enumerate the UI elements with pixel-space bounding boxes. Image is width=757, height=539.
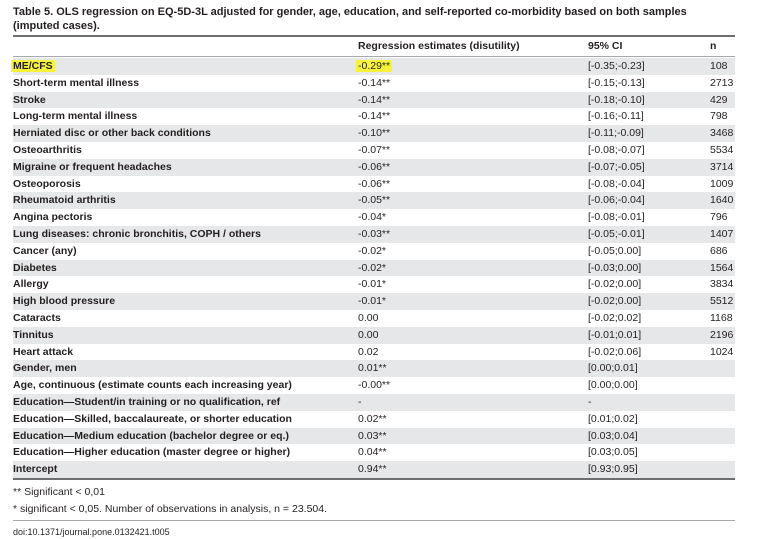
table-row — [13, 58, 735, 75]
table-row — [13, 142, 735, 159]
row-ci: [-0.05;-0.01] — [588, 227, 645, 240]
row-label: Allergy — [13, 278, 49, 291]
row-ci: [-0.18;-0.10] — [588, 93, 645, 106]
row-n: 5512 — [710, 295, 734, 308]
row-estimate: 0.02 — [358, 345, 379, 358]
doi-rule — [13, 520, 735, 521]
row-ci: [-0.06;-0.04] — [588, 194, 645, 207]
row-ci: [-0.01;0.01] — [588, 328, 642, 341]
row-label: Age, continuous (estimate counts each increasing year) — [13, 379, 292, 392]
row-n: 796 — [710, 211, 728, 224]
row-ci: [-0.05;0.00] — [588, 244, 642, 257]
table-row — [13, 428, 735, 445]
table-row — [13, 360, 735, 377]
table-row — [13, 260, 735, 277]
row-estimate: -0.10** — [358, 127, 391, 140]
row-label: Stroke — [13, 93, 46, 106]
row-label: Tinnitus — [13, 328, 54, 341]
bottom-rule — [13, 478, 735, 480]
row-label: Long-term mental illness — [13, 110, 138, 123]
row-label: Osteoporosis — [13, 177, 81, 190]
row-estimate: -0.04* — [358, 211, 387, 224]
table-row — [13, 461, 735, 478]
top-rule — [13, 35, 735, 37]
row-estimate: -0.01* — [358, 278, 387, 291]
row-n: 3468 — [710, 127, 734, 140]
row-ci: [0.01;0.02] — [588, 412, 638, 425]
row-n: 3834 — [710, 278, 734, 291]
row-label: Short-term mental illness — [13, 76, 140, 89]
row-estimate: -0.07** — [358, 143, 391, 156]
row-label: Education—Higher education (master degree or higher) — [13, 446, 291, 459]
row-ci: [-0.07;-0.05] — [588, 160, 645, 173]
row-ci: [-0.02;0.02] — [588, 311, 642, 324]
footnote-significant-001: ** Significant < 0,01 — [13, 486, 105, 498]
row-n: 429 — [710, 93, 728, 106]
table-row — [13, 377, 735, 394]
row-label: Migraine or frequent headaches — [13, 160, 172, 173]
header-estimate: Regression estimates (disutility) — [358, 40, 520, 52]
row-estimate — [358, 58, 392, 75]
row-ci: [0.00;0.00] — [588, 379, 638, 392]
table-row — [13, 344, 735, 361]
table-row — [13, 243, 735, 260]
row-label: Education—Medium education (bachelor degree or eq.) — [13, 429, 289, 442]
doi-text: doi:10.1371/journal.pone.0132421.t005 — [13, 527, 170, 537]
table-row — [13, 159, 735, 176]
row-label: Osteoarthritis — [13, 143, 82, 156]
row-ci: [-0.08;-0.04] — [588, 177, 645, 190]
row-label: Cataracts — [13, 311, 61, 324]
row-label: Diabetes — [13, 261, 57, 274]
row-label: Lung diseases: chronic bronchitis, COPH / others — [13, 227, 261, 240]
row-n: 1168 — [710, 311, 733, 324]
row-ci: [-0.11;-0.09] — [588, 127, 644, 140]
table-row — [13, 209, 735, 226]
table-row — [13, 444, 735, 461]
header-ci: 95% CI — [588, 40, 623, 52]
table-caption: Table 5. OLS regression on EQ-5D-3L adjusted for gender, age, education, and self-reported co-morbidity based on both samples (imputed cases). — [13, 6, 687, 32]
row-label: Rheumatoid arthritis — [13, 194, 116, 207]
row-ci: [0.03;0.04] — [588, 429, 638, 442]
row-estimate: 0.01** — [358, 362, 387, 375]
row-estimate: 0.02** — [358, 412, 387, 425]
row-ci: [-0.15;-0.13] — [588, 76, 645, 89]
row-label: Heart attack — [13, 345, 74, 358]
row-estimate: 0.94** — [358, 463, 387, 476]
row-label: Herniated disc or other back conditions — [13, 127, 211, 140]
row-label: Cancer (any) — [13, 244, 77, 257]
table-row — [13, 108, 735, 125]
row-n: 1009 — [710, 177, 734, 190]
row-n: 1564 — [710, 261, 734, 274]
row-estimate: -0.06** — [358, 177, 391, 190]
row-ci: [-0.02;0.06] — [588, 345, 642, 358]
header-rule — [13, 56, 735, 57]
row-estimate: 0.00 — [358, 328, 379, 341]
row-n: 108 — [710, 60, 728, 72]
row-label: Angina pectoris — [13, 211, 93, 224]
table-row — [13, 310, 735, 327]
row-n: 3714 — [710, 160, 734, 173]
row-estimate: 0.04** — [358, 446, 387, 459]
row-n: 1640 — [710, 194, 734, 207]
highlight-marker: ME/CFS — [13, 60, 53, 72]
row-estimate: -0.05** — [358, 194, 391, 207]
row-n: 2196 — [710, 328, 734, 341]
row-label: High blood pressure — [13, 295, 116, 308]
row-estimate: -0.00** — [358, 379, 391, 392]
row-estimate: -0.01* — [358, 295, 387, 308]
row-n: 2713 — [710, 76, 734, 89]
row-ci: [0.03;0.05] — [588, 446, 638, 459]
table-row — [13, 394, 735, 411]
row-ci: [-0.02;0.00] — [588, 278, 642, 291]
table-header — [13, 39, 735, 55]
table-row — [13, 411, 735, 428]
row-ci: [0.93;0.95] — [588, 463, 638, 476]
table-row — [13, 293, 735, 310]
row-estimate: -0.14** — [358, 76, 391, 89]
highlight-marker: -0.29** — [358, 60, 391, 72]
row-estimate: -0.06** — [358, 160, 391, 173]
table-row — [13, 125, 735, 142]
footnote-significant-005: * significant < 0,05. Number of observations in analysis, n = 23.504. — [13, 503, 328, 515]
table-row — [13, 192, 735, 209]
row-ci: - — [588, 395, 592, 408]
row-estimate: - — [358, 395, 362, 408]
table-row — [13, 75, 735, 92]
row-label: Intercept — [13, 463, 58, 476]
row-estimate: 0.00 — [358, 311, 379, 324]
row-label: Education—Skilled, baccalaureate, or shorter education — [13, 412, 292, 425]
row-n: 5534 — [710, 143, 734, 156]
table-row — [13, 176, 735, 193]
row-estimate: -0.02* — [358, 244, 387, 257]
row-n: 1407 — [710, 227, 734, 240]
header-n: n — [710, 40, 717, 52]
table-body — [13, 58, 735, 478]
row-ci: [-0.08;-0.01] — [588, 211, 645, 224]
row-estimate: 0.03** — [358, 429, 387, 442]
row-ci: [0.00;0.01] — [588, 362, 638, 375]
row-estimate: -0.14** — [358, 110, 391, 123]
table-row — [13, 276, 735, 293]
row-ci: [-0.02;0.00] — [588, 295, 642, 308]
row-label — [13, 58, 55, 75]
table-row — [13, 226, 735, 243]
table-row — [13, 327, 735, 344]
table-row — [13, 92, 735, 109]
row-label: Education—Student/in training or no qualification, ref — [13, 395, 281, 408]
row-estimate: -0.02* — [358, 261, 387, 274]
row-estimate: -0.03** — [358, 227, 391, 240]
row-ci: [-0.16;-0.11] — [588, 110, 644, 123]
row-n: 1024 — [710, 345, 734, 358]
row-ci: [-0.08;-0.07] — [588, 143, 645, 156]
row-n: 798 — [710, 110, 728, 123]
row-ci: [-0.35;-0.23] — [588, 60, 645, 72]
row-label: Gender, men — [13, 362, 77, 375]
row-ci: [-0.03;0.00] — [588, 261, 642, 274]
row-n: 686 — [710, 244, 728, 257]
row-estimate: -0.14** — [358, 93, 391, 106]
